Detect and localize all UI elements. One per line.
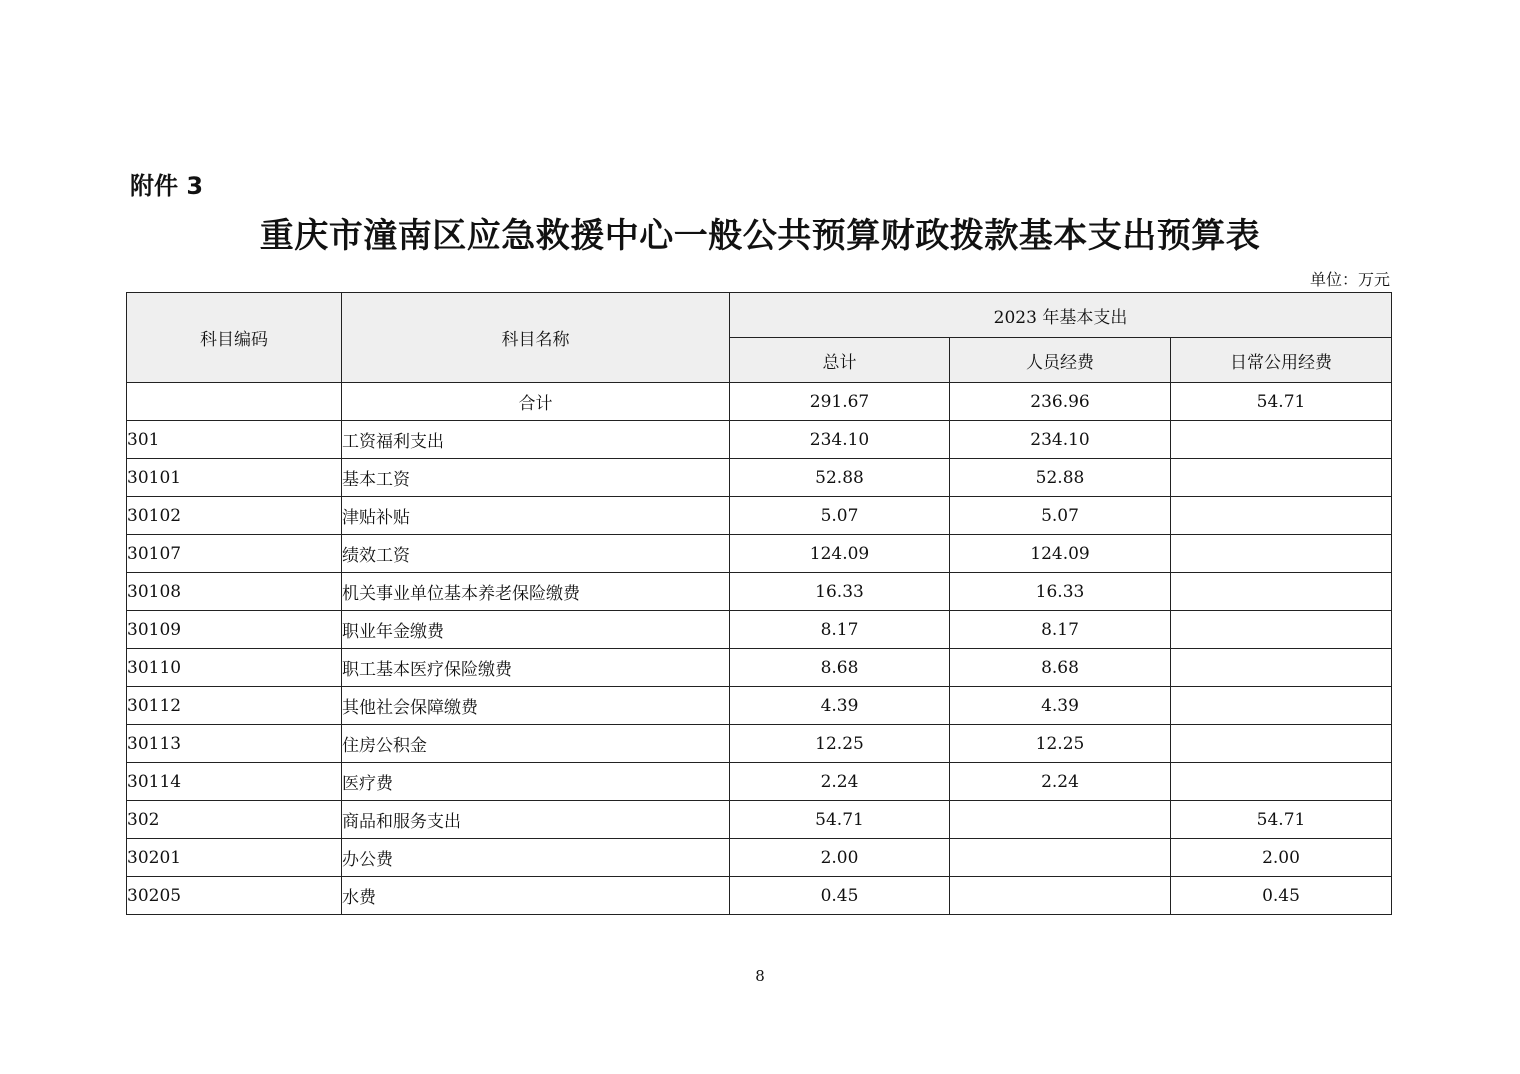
- row-public: [1171, 497, 1392, 535]
- row-public: 54.71: [1171, 801, 1392, 839]
- row-public: [1171, 421, 1392, 459]
- header-public: 日常公用经费: [1171, 338, 1392, 383]
- row-public: [1171, 763, 1392, 801]
- row-name: 职业年金缴费: [342, 611, 730, 649]
- row-name: 工资福利支出: [342, 421, 730, 459]
- row-public: [1171, 573, 1392, 611]
- row-total: 0.45: [730, 877, 950, 915]
- table-row: [127, 687, 1392, 725]
- table-row: [127, 573, 1392, 611]
- row-name: 津贴补贴: [342, 497, 730, 535]
- row-name: 办公费: [342, 839, 730, 877]
- row-personnel: 234.10: [950, 421, 1171, 459]
- row-public: [1171, 649, 1392, 687]
- budget-table: [126, 292, 1392, 915]
- row-personnel: 12.25: [950, 725, 1171, 763]
- row-total: 8.68: [730, 649, 950, 687]
- row-name: 基本工资: [342, 459, 730, 497]
- row-code: 30102: [127, 497, 342, 535]
- table-row: [127, 801, 1392, 839]
- row-total: 4.39: [730, 687, 950, 725]
- row-name: 职工基本医疗保险缴费: [342, 649, 730, 687]
- header-total: 总计: [730, 338, 950, 383]
- summary-total: 291.67: [730, 383, 950, 421]
- row-code: 30107: [127, 535, 342, 573]
- row-total: 124.09: [730, 535, 950, 573]
- row-public: [1171, 687, 1392, 725]
- table-row: [127, 535, 1392, 573]
- row-personnel: 4.39: [950, 687, 1171, 725]
- row-public: [1171, 459, 1392, 497]
- header-group-2023: 2023 年基本支出: [730, 293, 1392, 338]
- row-code: 30110: [127, 649, 342, 687]
- table-row: [127, 725, 1392, 763]
- row-total: 2.00: [730, 839, 950, 877]
- row-code: 30108: [127, 573, 342, 611]
- row-code: 30205: [127, 877, 342, 915]
- row-personnel: 8.68: [950, 649, 1171, 687]
- attachment-label: 附件 3: [130, 172, 204, 200]
- row-code: 30101: [127, 459, 342, 497]
- table-header-row: [127, 293, 1392, 338]
- row-total: 52.88: [730, 459, 950, 497]
- row-name: 医疗费: [342, 763, 730, 801]
- table-row: [127, 763, 1392, 801]
- table-row: [127, 421, 1392, 459]
- row-total: 5.07: [730, 497, 950, 535]
- row-public: 2.00: [1171, 839, 1392, 877]
- row-code: 30201: [127, 839, 342, 877]
- row-personnel: 5.07: [950, 497, 1171, 535]
- table-row: [127, 497, 1392, 535]
- row-code: 30112: [127, 687, 342, 725]
- row-public: 0.45: [1171, 877, 1392, 915]
- row-name: 水费: [342, 877, 730, 915]
- row-personnel: 2.24: [950, 763, 1171, 801]
- row-name: 机关事业单位基本养老保险缴费: [342, 573, 730, 611]
- summary-label: 合计: [342, 383, 730, 421]
- row-public: [1171, 611, 1392, 649]
- row-personnel: [950, 877, 1171, 915]
- row-personnel: [950, 839, 1171, 877]
- row-total: 234.10: [730, 421, 950, 459]
- summary-public: 54.71: [1171, 383, 1392, 421]
- table-row: [127, 611, 1392, 649]
- table-row: [127, 839, 1392, 877]
- row-code: 30114: [127, 763, 342, 801]
- header-personnel: 人员经费: [950, 338, 1171, 383]
- row-total: 2.24: [730, 763, 950, 801]
- table-row: [127, 459, 1392, 497]
- row-personnel: [950, 801, 1171, 839]
- page-number: 8: [755, 967, 765, 985]
- header-name: 科目名称: [342, 293, 730, 383]
- row-total: 12.25: [730, 725, 950, 763]
- header-code: 科目编码: [127, 293, 342, 383]
- row-personnel: 8.17: [950, 611, 1171, 649]
- row-name: 住房公积金: [342, 725, 730, 763]
- row-personnel: 16.33: [950, 573, 1171, 611]
- row-personnel: 52.88: [950, 459, 1171, 497]
- summary-code: [127, 383, 342, 421]
- summary-row: [127, 383, 1392, 421]
- summary-personnel: 236.96: [950, 383, 1171, 421]
- page-title: 重庆市潼南区应急救援中心一般公共预算财政拨款基本支出预算表: [259, 216, 1261, 256]
- row-total: 54.71: [730, 801, 950, 839]
- table-row: [127, 877, 1392, 915]
- unit-label: 单位：万元: [1309, 270, 1390, 289]
- row-total: 16.33: [730, 573, 950, 611]
- row-name: 其他社会保障缴费: [342, 687, 730, 725]
- row-total: 8.17: [730, 611, 950, 649]
- table-row: [127, 649, 1392, 687]
- row-public: [1171, 725, 1392, 763]
- row-personnel: 124.09: [950, 535, 1171, 573]
- row-name: 商品和服务支出: [342, 801, 730, 839]
- row-code: 301: [127, 421, 342, 459]
- row-code: 302: [127, 801, 342, 839]
- row-public: [1171, 535, 1392, 573]
- row-code: 30109: [127, 611, 342, 649]
- row-name: 绩效工资: [342, 535, 730, 573]
- row-code: 30113: [127, 725, 342, 763]
